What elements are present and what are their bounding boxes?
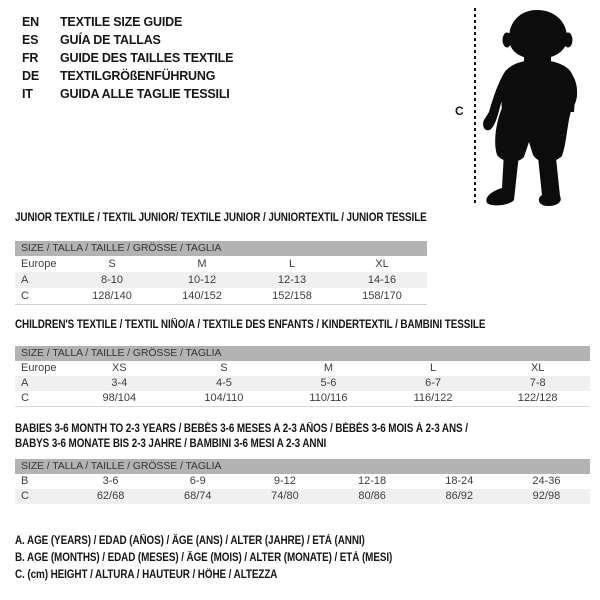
age-cell: 12-13 xyxy=(277,274,307,286)
row-label: C xyxy=(21,490,29,502)
language-row-it xyxy=(22,85,233,103)
height-cell: 140/152 xyxy=(182,290,222,302)
babies-title-line2: BABYS 3-6 MONATE BIS 2-3 JAHRE / BAMBINI 3-6 MESI A 2-3 ANNI xyxy=(15,438,327,450)
age-cell: 9-12 xyxy=(273,475,296,487)
size-cell: XL xyxy=(375,258,389,270)
height-cell: 158/170 xyxy=(362,290,402,302)
children-section-title: CHILDREN'S TEXTILE / TEXTIL NIÑO/A / TEXTILE DES ENFANTS / KINDERTEXTIL / BAMBINI TESSILE xyxy=(15,319,486,331)
language-title-list xyxy=(22,13,233,103)
height-cell: 98/104 xyxy=(102,392,137,404)
language-row-en xyxy=(22,13,233,31)
size-cell: L xyxy=(288,258,296,270)
size-header-row: SIZE / TALLA / TAILLE / GRÖSSE / TAGLIA xyxy=(15,459,590,474)
row-label: C xyxy=(21,392,29,404)
language-title: GUIDA ALLE TAGLIE TESSILI xyxy=(60,87,230,101)
babies-section-title xyxy=(15,422,468,452)
children-size-table xyxy=(15,346,590,407)
age-cell: 10-12 xyxy=(187,274,217,286)
height-measure-label: C xyxy=(455,104,464,118)
height-cell: 68/74 xyxy=(183,490,212,502)
language-row-fr xyxy=(22,49,233,67)
language-title: TEXTILE SIZE GUIDE xyxy=(60,15,183,29)
row-label: B xyxy=(21,475,29,487)
table-row-height-cm xyxy=(15,391,590,406)
language-code: DE xyxy=(22,69,39,83)
table-row-europe xyxy=(15,361,590,376)
babies-size-table xyxy=(15,459,590,504)
age-cell: 6-9 xyxy=(189,475,206,487)
language-code: IT xyxy=(22,87,33,101)
table-row-age-years xyxy=(15,376,590,391)
language-row-es xyxy=(22,31,233,49)
table-row-height-cm xyxy=(15,288,427,304)
row-label: A xyxy=(21,274,29,286)
row-label: C xyxy=(21,290,29,302)
legend-line-age-years: A. AGE (YEARS) / EDAD (AÑOS) / ÂGE (ANS) / ALTER (JAHRE) / ETÀ (ANNI) xyxy=(15,535,365,547)
size-cell: XS xyxy=(111,362,127,374)
size-cell: L xyxy=(430,362,437,374)
height-cell: 152/158 xyxy=(272,290,312,302)
table-row-age-months xyxy=(15,474,590,489)
height-cell: 74/80 xyxy=(271,490,299,502)
height-cell: 116/122 xyxy=(413,392,453,404)
table-row-europe xyxy=(15,256,427,272)
legend-line-height: C. (cm) HEIGHT / ALTURA / HAUTEUR / HÖHE / ALTEZZA xyxy=(15,569,278,581)
age-cell: 6-7 xyxy=(425,377,442,389)
language-code: ES xyxy=(22,33,39,47)
height-cell: 122/128 xyxy=(517,392,558,404)
babies-title-line1: BABIES 3-6 MONTH TO 2-3 YEARS / BEBÉS 3-6 MESES A 2-3 AÑOS / BÉBÉS 3-6 MOIS À 2-3 ANS / xyxy=(15,423,468,435)
table-row-height-cm xyxy=(15,489,590,504)
size-cell: S xyxy=(108,258,116,270)
height-cell: 86/92 xyxy=(445,490,474,502)
language-row-de xyxy=(22,67,233,85)
junior-size-table xyxy=(15,241,427,305)
age-cell: 3-4 xyxy=(111,377,128,389)
language-title: GUIDE DES TAILLES TEXTILE xyxy=(60,51,234,65)
toddler-silhouette-icon xyxy=(478,8,598,210)
age-cell: 8-10 xyxy=(100,274,124,286)
row-label: Europe xyxy=(21,258,57,270)
age-cell: 12-18 xyxy=(358,475,387,487)
age-cell: 4-5 xyxy=(215,377,232,389)
size-cell: M xyxy=(323,362,334,374)
height-measure-dashed-line xyxy=(474,8,476,206)
size-cell: S xyxy=(220,362,228,374)
age-cell: 14-16 xyxy=(367,274,397,286)
table-row-age-years xyxy=(15,272,427,288)
language-title: TEXTILGRÖßENFÜHRUNG xyxy=(60,69,216,83)
age-cell: 5-6 xyxy=(320,377,337,389)
language-title: GUÍA DE TALLAS xyxy=(60,33,161,47)
age-cell: 18-24 xyxy=(445,475,474,487)
size-cell: XL xyxy=(530,362,545,374)
size-header-row: SIZE / TALLA / TAILLE / GRÖSSE / TAGLIA xyxy=(15,241,427,256)
size-cell: M xyxy=(197,258,207,270)
junior-section-title: JUNIOR TEXTILE / TEXTIL JUNIOR/ TEXTILE JUNIOR / JUNIORTEXTIL / JUNIOR TESSILE xyxy=(15,212,427,224)
age-cell: 24-36 xyxy=(532,475,561,487)
height-cell: 80/86 xyxy=(358,490,386,502)
language-code: FR xyxy=(22,51,39,65)
height-cell: 104/110 xyxy=(204,392,244,404)
age-cell: 7-8 xyxy=(529,377,546,389)
age-cell: 3-6 xyxy=(102,475,119,487)
measurement-legend xyxy=(15,533,454,584)
row-label: Europe xyxy=(21,362,57,374)
legend-line-age-months: B. AGE (MONTHS) / EDAD (MESES) / ÂGE (MOIS) / ALTER (MONATE) / ETÀ (MESI) xyxy=(15,552,393,564)
height-cell: 92/98 xyxy=(532,490,561,502)
size-header-row: SIZE / TALLA / TAILLE / GRÖSSE / TAGLIA xyxy=(15,346,590,361)
height-cell: 128/140 xyxy=(92,290,132,302)
language-code: EN xyxy=(22,15,39,29)
height-cell: 110/116 xyxy=(309,392,348,404)
row-label: A xyxy=(21,377,29,389)
height-cell: 62/68 xyxy=(96,490,125,502)
